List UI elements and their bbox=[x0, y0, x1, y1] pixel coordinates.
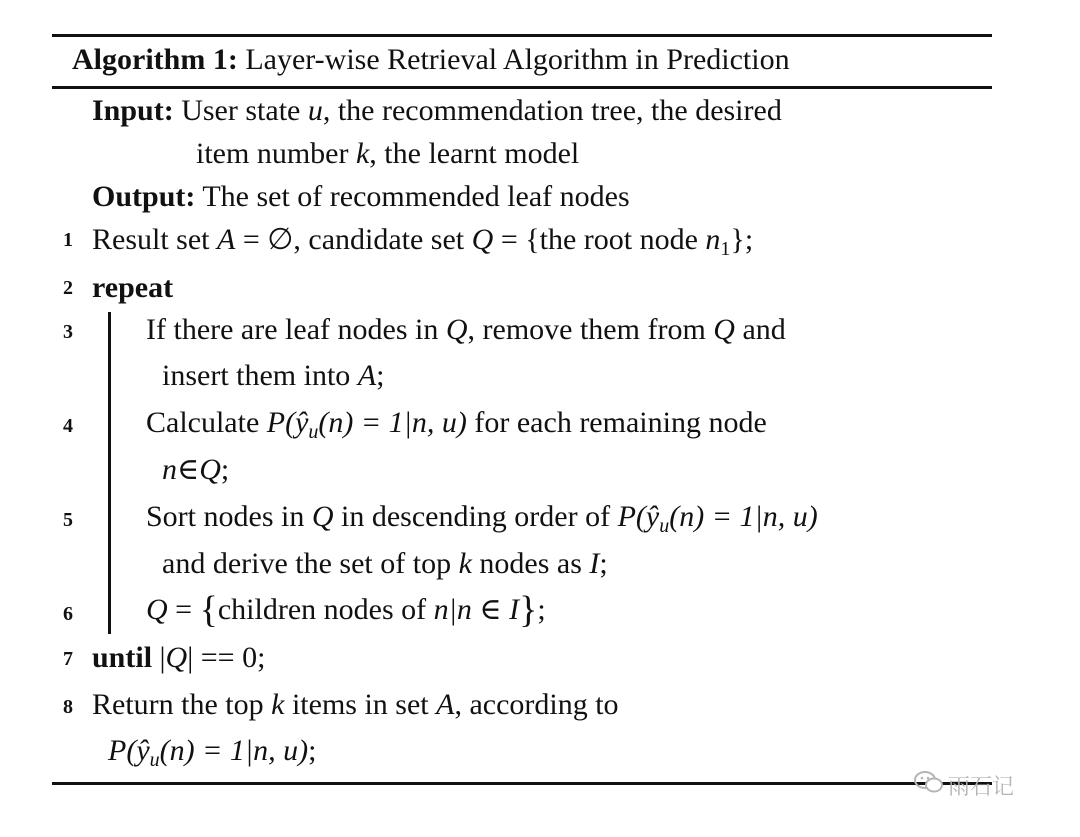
step-number: 6 bbox=[63, 603, 73, 625]
step-text: , according to bbox=[454, 688, 619, 721]
math-subscript: u bbox=[149, 749, 160, 771]
step-7 bbox=[92, 640, 265, 676]
math-var: Q bbox=[146, 593, 168, 626]
caption-rule bbox=[52, 86, 992, 89]
step-text: ; bbox=[599, 547, 608, 580]
step-number: 1 bbox=[63, 229, 73, 251]
step-text: If there are leaf nodes in bbox=[146, 313, 446, 346]
step-8-cont bbox=[108, 733, 316, 769]
math-var: Q bbox=[471, 223, 494, 256]
step-text: Result set bbox=[92, 223, 217, 256]
math-subscript: 1 bbox=[720, 238, 731, 260]
step-6 bbox=[146, 589, 546, 631]
input-text: , the recommendation tree, the desired bbox=[322, 94, 782, 127]
input-line-2 bbox=[196, 136, 579, 172]
step-text: ; bbox=[308, 734, 317, 767]
math-expression: (n) = 1|n, u) bbox=[669, 500, 818, 533]
math-var: k bbox=[271, 688, 285, 721]
step-2 bbox=[92, 270, 173, 306]
step-text: | == 0; bbox=[187, 641, 266, 674]
math-expression: (n) = 1|n, u) bbox=[318, 406, 467, 439]
step-8 bbox=[92, 687, 619, 723]
math-expression: P(ŷ bbox=[266, 406, 309, 439]
step-number: 4 bbox=[63, 415, 73, 437]
step-text: = bbox=[167, 593, 200, 626]
input-text: , the learnt model bbox=[369, 137, 580, 170]
keyword-until: until bbox=[92, 641, 153, 674]
step-number: 8 bbox=[63, 696, 73, 718]
math-expression: n∈Q bbox=[162, 453, 221, 486]
loop-bar bbox=[108, 312, 111, 634]
step-text: ; bbox=[220, 453, 230, 486]
brace-left: { bbox=[199, 589, 218, 631]
step-text: = ∅, candidate set bbox=[235, 223, 472, 256]
keyword-repeat: repeat bbox=[92, 271, 174, 304]
step-text: ; bbox=[376, 359, 385, 392]
math-subscript: u bbox=[659, 515, 670, 537]
input-label: Input: bbox=[92, 94, 174, 127]
step-text: | bbox=[159, 641, 166, 674]
algorithm-caption bbox=[72, 42, 790, 78]
step-text: Calculate bbox=[146, 406, 267, 439]
math-var: k bbox=[458, 547, 472, 580]
step-number: 3 bbox=[63, 321, 73, 343]
step-text: Sort nodes in bbox=[146, 500, 312, 533]
algorithm-title: Layer-wise Retrieval Algorithm in Prediction bbox=[245, 43, 790, 76]
math-var: Q bbox=[713, 313, 735, 346]
step-text: , remove them from bbox=[467, 313, 714, 346]
input-text: User state bbox=[181, 94, 308, 127]
input-var: k bbox=[355, 137, 370, 170]
bottom-rule bbox=[52, 782, 992, 785]
step-text: children nodes of bbox=[217, 593, 434, 626]
math-var: A bbox=[436, 688, 455, 721]
step-text: nodes as bbox=[471, 547, 590, 580]
step-4 bbox=[146, 405, 767, 441]
step-text: for each remaining node bbox=[466, 406, 767, 439]
math-var: Q bbox=[445, 313, 468, 346]
math-var: Q bbox=[165, 641, 188, 674]
brace-right: } bbox=[519, 589, 538, 631]
step-3-cont bbox=[162, 358, 384, 394]
watermark bbox=[914, 770, 1014, 806]
math-expression: P(ŷ bbox=[108, 734, 150, 767]
math-expression: (n) = 1|n, u) bbox=[159, 734, 309, 767]
top-rule bbox=[52, 34, 992, 37]
step-4-cont bbox=[162, 452, 229, 488]
input-line-1 bbox=[92, 93, 782, 129]
algorithm-label: Algorithm 1: bbox=[72, 43, 238, 76]
math-var: A bbox=[217, 223, 236, 256]
math-subscript: u bbox=[308, 421, 319, 443]
step-number: 2 bbox=[63, 277, 73, 299]
step-text: }; bbox=[730, 223, 754, 256]
math-var: n bbox=[705, 223, 721, 256]
step-5-cont bbox=[162, 546, 608, 582]
wechat-icon bbox=[914, 770, 944, 806]
step-text: and bbox=[734, 313, 786, 346]
math-expression: P(ŷ bbox=[617, 500, 660, 533]
output-text: The set of recommended leaf nodes bbox=[202, 180, 630, 213]
input-var: u bbox=[307, 94, 323, 127]
step-3 bbox=[146, 312, 786, 348]
watermark-text: 雨石记 bbox=[948, 775, 1015, 800]
input-text: item number bbox=[196, 137, 356, 170]
math-var: Q bbox=[311, 500, 334, 533]
step-text: = {the root node bbox=[493, 223, 706, 256]
math-expression: n|n ∈ I bbox=[433, 593, 520, 626]
step-text: in descending order of bbox=[333, 500, 618, 533]
output-line bbox=[92, 179, 630, 215]
step-text: and derive the set of top bbox=[162, 547, 459, 580]
step-text: insert them into bbox=[162, 359, 358, 392]
math-var: A bbox=[357, 359, 377, 392]
step-number: 7 bbox=[63, 648, 73, 670]
step-text: Return the top bbox=[92, 688, 272, 721]
step-number: 5 bbox=[63, 509, 73, 531]
step-text: ; bbox=[537, 593, 546, 626]
step-1 bbox=[92, 222, 753, 258]
step-5 bbox=[146, 499, 818, 535]
output-label: Output: bbox=[92, 180, 196, 213]
step-text: items in set bbox=[284, 688, 437, 721]
math-var: I bbox=[589, 547, 600, 580]
